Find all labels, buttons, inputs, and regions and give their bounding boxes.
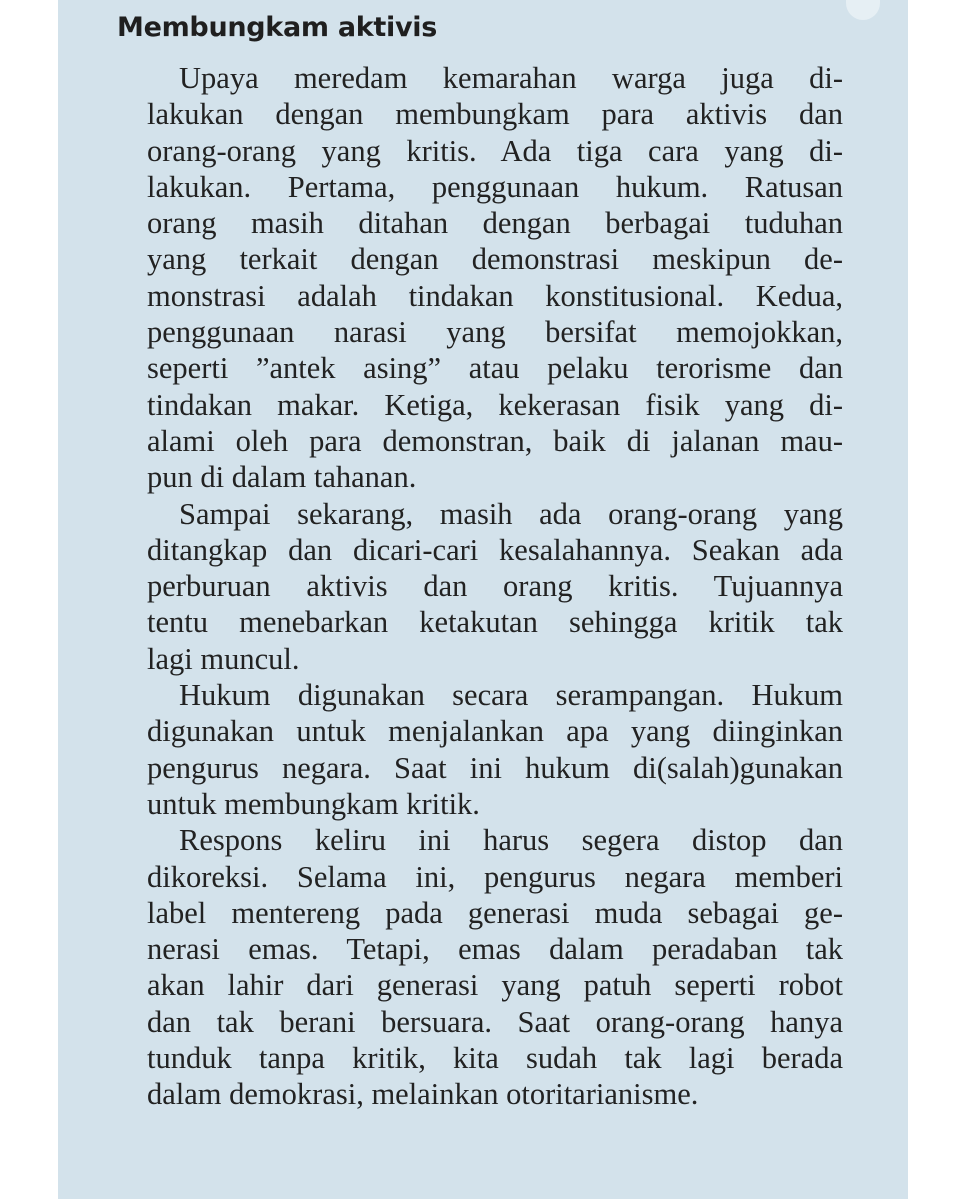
article-line: label mentereng pada generasi muda sebagai ge- [147, 895, 843, 930]
article-line: ditangkap dan dicari-cari kesalahannya. Seakan ada [147, 532, 843, 567]
section-heading: Membungkam aktivis [117, 12, 437, 43]
article-line: dikoreksi. Selama ini, pengurus negara memberi [147, 859, 843, 894]
article-line: dan tak berani bersuara. Saat orang-orang hanya [147, 1004, 843, 1039]
article-line: tunduk tanpa kritik, kita sudah tak lagi berada [147, 1041, 843, 1076]
article-paragraph [117, 496, 843, 677]
article-line: lakukan dengan membungkam para aktivis dan [147, 97, 843, 132]
article-line: dalam demokrasi, melainkan otoritarianisme. [147, 1077, 699, 1112]
article-line: yang terkait dengan demonstrasi meskipun de- [147, 242, 843, 277]
article-line: akan lahir dari generasi yang patuh seperti robot [147, 968, 843, 1003]
article-line: Respons keliru ini harus segera distop dan [179, 823, 843, 858]
article-line: orang-orang yang kritis. Ada tiga cara yang di- [147, 133, 843, 168]
article-line: pengurus negara. Saat ini hukum di(salah)gunakan [147, 750, 843, 785]
article-line: Sampai sekarang, masih ada orang-orang yang [179, 496, 843, 531]
article-paragraph [117, 822, 843, 1112]
article-line: lakukan. Pertama, penggunaan hukum. Ratusan [147, 169, 843, 204]
article-line: Upaya meredam kemarahan warga juga di- [179, 61, 843, 95]
article-line: tentu menebarkan ketakutan sehingga kritik tak [147, 605, 843, 640]
article-line: pun di dalam tahanan. [147, 460, 417, 495]
article-line: untuk membungkam kritik. [147, 786, 480, 821]
article-line: monstrasi adalah tindakan konstitusional. Kedua, [147, 278, 843, 313]
article-line: alami oleh para demonstran, baik di jalanan mau- [147, 423, 843, 458]
article-line: perburuan aktivis dan orang kritis. Tujuannya [147, 569, 843, 604]
article-line: tindakan makar. Ketiga, kekerasan fisik yang di- [147, 387, 843, 422]
article-body [117, 60, 843, 1113]
article-column [117, 10, 843, 1113]
article-line: penggunaan narasi yang bersifat memojokkan, [147, 315, 843, 350]
article-line: digunakan untuk menjalankan apa yang diinginkan [147, 714, 843, 749]
article-line: nerasi emas. Tetapi, emas dalam peradaban tak [147, 932, 843, 967]
article-line: Hukum digunakan secara serampangan. Hukum [179, 678, 843, 713]
article-line: seperti ”antek asing” atau pelaku terorisme dan [147, 351, 843, 386]
article-line: orang masih ditahan dengan berbagai tuduhan [147, 206, 843, 241]
article-paragraph [117, 60, 843, 496]
page-corner-mark [846, 0, 880, 20]
article-paragraph [117, 677, 843, 822]
article-line: lagi muncul. [147, 641, 300, 676]
